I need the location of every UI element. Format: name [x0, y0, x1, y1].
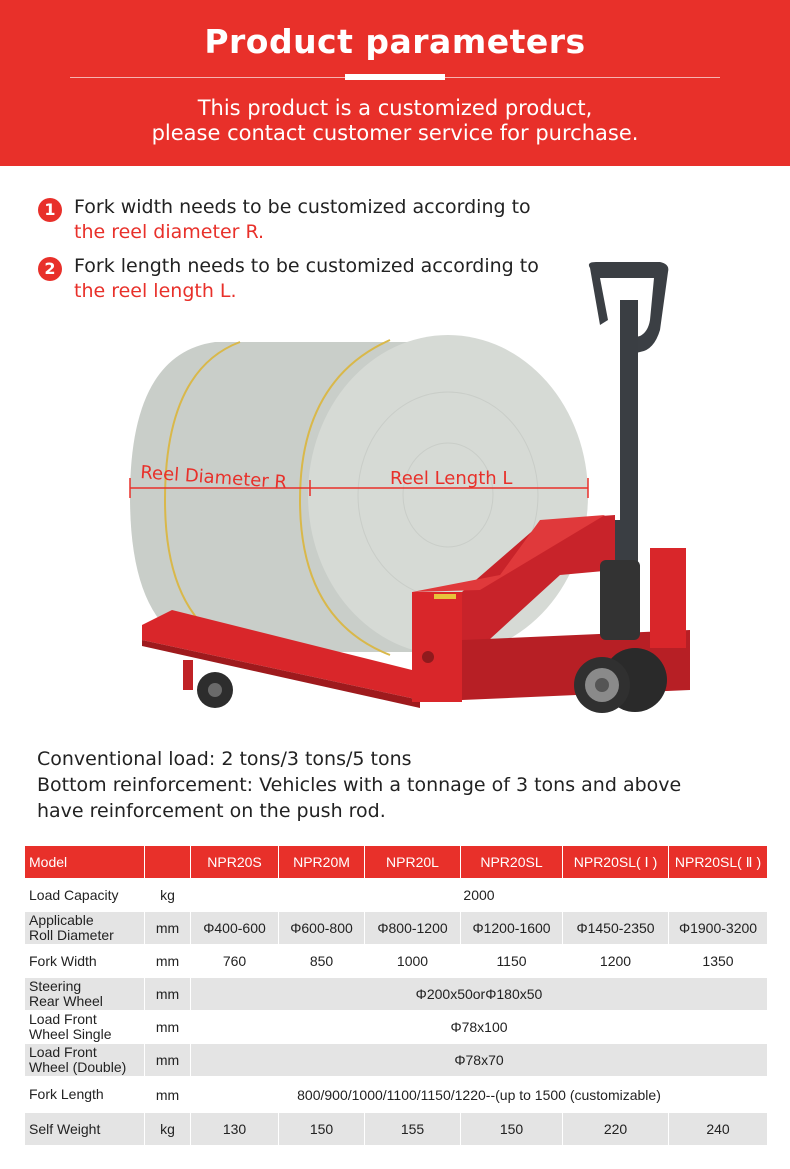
description-line-1: Conventional load: 2 tons/3 tons/5 tons [37, 748, 412, 770]
row-label: Steering Rear Wheel [25, 978, 145, 1011]
label-reel-length: Reel Length L [390, 468, 513, 489]
cell: 150 [279, 1113, 365, 1146]
table-row-self-weight [25, 1113, 768, 1146]
note-2-line-2: the reel length L. [74, 280, 237, 302]
header-npr20sl-1: NPR20SL( Ⅰ ) [563, 846, 669, 879]
row-label: Fork Width [25, 945, 145, 978]
table-row-roll-diameter [25, 912, 768, 945]
row-value: 2000 [191, 879, 768, 912]
table-row-steering-wheel [25, 978, 768, 1011]
row-unit: mm [145, 912, 191, 945]
header-banner [0, 0, 790, 166]
row-label: Self Weight [25, 1113, 145, 1146]
header-npr20sl-2: NPR20SL( Ⅱ ) [669, 846, 768, 879]
row-unit: mm [145, 1077, 191, 1113]
cell: 1150 [461, 945, 563, 978]
row-value: 800/900/1000/1100/1150/1220--(up to 1500 (customizable) [191, 1077, 768, 1113]
row-value: Φ200x50orΦ180x50 [191, 978, 768, 1011]
number-badge-1: 1 [38, 198, 62, 222]
table-row-fork-length [25, 1077, 768, 1113]
cell: 130 [191, 1113, 279, 1146]
row-label: Fork Length [25, 1077, 145, 1113]
row-value: Φ78x70 [191, 1044, 768, 1077]
spec-table [24, 845, 768, 1146]
subtitle-line-2: please contact customer service for purchase. [151, 121, 639, 145]
cell: 760 [191, 945, 279, 978]
cell: Φ1450-2350 [563, 912, 669, 945]
cell: Φ1900-3200 [669, 912, 768, 945]
pallet-truck-illustration [0, 250, 790, 740]
page-title: Product parameters [204, 22, 586, 61]
subtitle-line-1: This product is a customized product, [197, 96, 593, 120]
banner-subtitle [0, 96, 790, 146]
row-unit: kg [145, 1113, 191, 1146]
row-unit: kg [145, 879, 191, 912]
header-npr20l: NPR20L [365, 846, 461, 879]
cell: 1350 [669, 945, 768, 978]
header-npr20s: NPR20S [191, 846, 279, 879]
header-unit [145, 846, 191, 879]
table-row-fork-width [25, 945, 768, 978]
cell: 150 [461, 1113, 563, 1146]
title-accent-bar [345, 74, 445, 80]
cell: 850 [279, 945, 365, 978]
header-npr20m: NPR20M [279, 846, 365, 879]
row-unit: mm [145, 1011, 191, 1044]
row-label: Load Capacity [25, 879, 145, 912]
row-unit: mm [145, 978, 191, 1011]
note-1-line-1: Fork width needs to be customized according to [74, 196, 531, 218]
table-row-front-wheel-double [25, 1044, 768, 1077]
product-description [37, 746, 757, 824]
note-1-line-2: the reel diameter R. [74, 221, 265, 243]
cell: 220 [563, 1113, 669, 1146]
number-badge-2: 2 [38, 257, 62, 281]
note-2-line-1: Fork length needs to be customized according to [74, 255, 539, 277]
cell: 240 [669, 1113, 768, 1146]
table-row-front-wheel-single [25, 1011, 768, 1044]
cell: Φ600-800 [279, 912, 365, 945]
header-npr20sl: NPR20SL [461, 846, 563, 879]
row-label: Applicable Roll Diameter [25, 912, 145, 945]
row-unit: mm [145, 945, 191, 978]
cell: Φ1200-1600 [461, 912, 563, 945]
cell: 1000 [365, 945, 461, 978]
cell: 155 [365, 1113, 461, 1146]
table-header-row [25, 846, 768, 879]
row-value: Φ78x100 [191, 1011, 768, 1044]
cell: Φ800-1200 [365, 912, 461, 945]
row-label: Load Front Wheel (Double) [25, 1044, 145, 1077]
header-model: Model [25, 846, 145, 879]
row-unit: mm [145, 1044, 191, 1077]
description-line-3: have reinforcement on the push rod. [37, 800, 386, 822]
cell: 1200 [563, 945, 669, 978]
label-reel-diameter: Reel Diameter R [139, 462, 288, 494]
front-roller [183, 660, 233, 708]
description-line-2: Bottom reinforcement: Vehicles with a tonnage of 3 tons and above [37, 774, 682, 796]
row-label: Load Front Wheel Single [25, 1011, 145, 1044]
cell: Φ400-600 [191, 912, 279, 945]
table-row-load-capacity [25, 879, 768, 912]
